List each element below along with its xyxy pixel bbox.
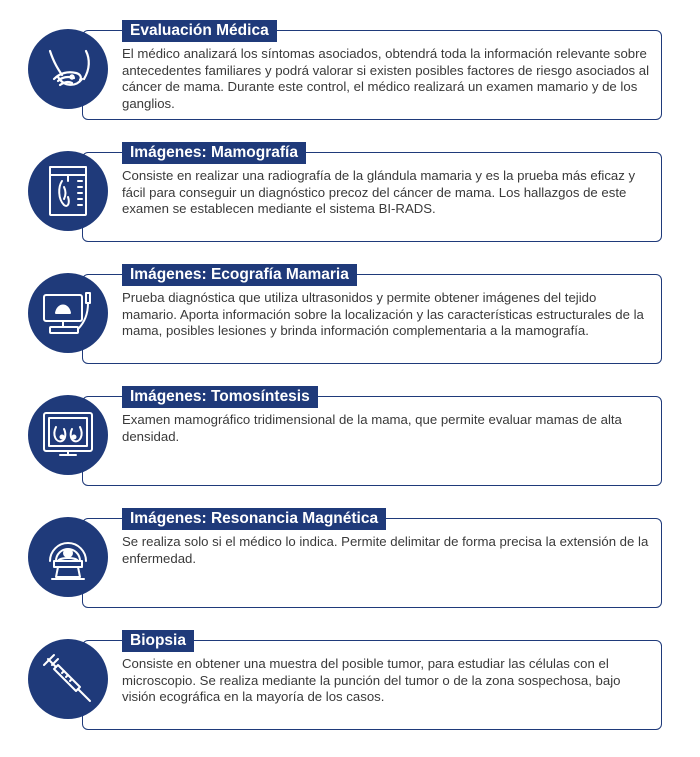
list-item	[0, 264, 700, 376]
item-title: Imágenes: Tomosíntesis	[122, 386, 318, 408]
mri-icon	[28, 517, 108, 597]
breast-exam-icon	[28, 29, 108, 109]
item-description: El médico analizará los síntomas asociados, obtendrá toda la información relevante sobre antecedentes familiares y podrá valorar si existen posibles factores de riesgo asociados al cáncer de mama. Durante este control, el médico realizará un examen mamario y de los ganglios.	[122, 46, 650, 111]
mammography-icon	[28, 151, 108, 231]
list-item	[0, 20, 700, 132]
ultrasound-icon	[28, 273, 108, 353]
item-title: Biopsia	[122, 630, 194, 652]
item-title: Evaluación Médica	[122, 20, 277, 42]
list-item	[0, 386, 700, 498]
list-item	[0, 508, 700, 620]
item-description: Se realiza solo si el médico lo indica. Permite delimitar de forma precisa la extensión de la enfermedad.	[122, 534, 649, 566]
item-description: Prueba diagnóstica que utiliza ultrasonidos y permite obtener imágenes del tejido mamario. Aporta información sobre la localización y las características estructurales de la mama, posibles lesiones y brinda información complementaria a la mamografía.	[122, 290, 644, 338]
item-description: Consiste en realizar una radiografía de la glándula mamaria y es la prueba más eficaz y fácil para conseguir un diagnóstico precoz del cáncer de mama. Los hallazgos de este examen se establecen mediante el sistema BI-RADS.	[122, 168, 636, 216]
item-title: Imágenes: Mamografía	[122, 142, 306, 164]
item-title: Imágenes: Ecografía Mamaria	[122, 264, 357, 286]
list-item	[0, 142, 700, 254]
item-description: Examen mamográfico tridimensional de la mama, que permite evaluar mamas de alta densidad.	[122, 412, 622, 444]
item-description: Consiste en obtener una muestra del posible tumor, para estudiar las células con el microscopio. Se realiza mediante la punción del tumor o de la zona sospechosa, bajo visión ecográfica en la mayoría de los casos.	[122, 656, 621, 704]
item-title: Imágenes: Resonancia Magnética	[122, 508, 386, 530]
list-item	[0, 630, 700, 742]
tomosynthesis-icon	[28, 395, 108, 475]
syringe-icon	[28, 639, 108, 719]
